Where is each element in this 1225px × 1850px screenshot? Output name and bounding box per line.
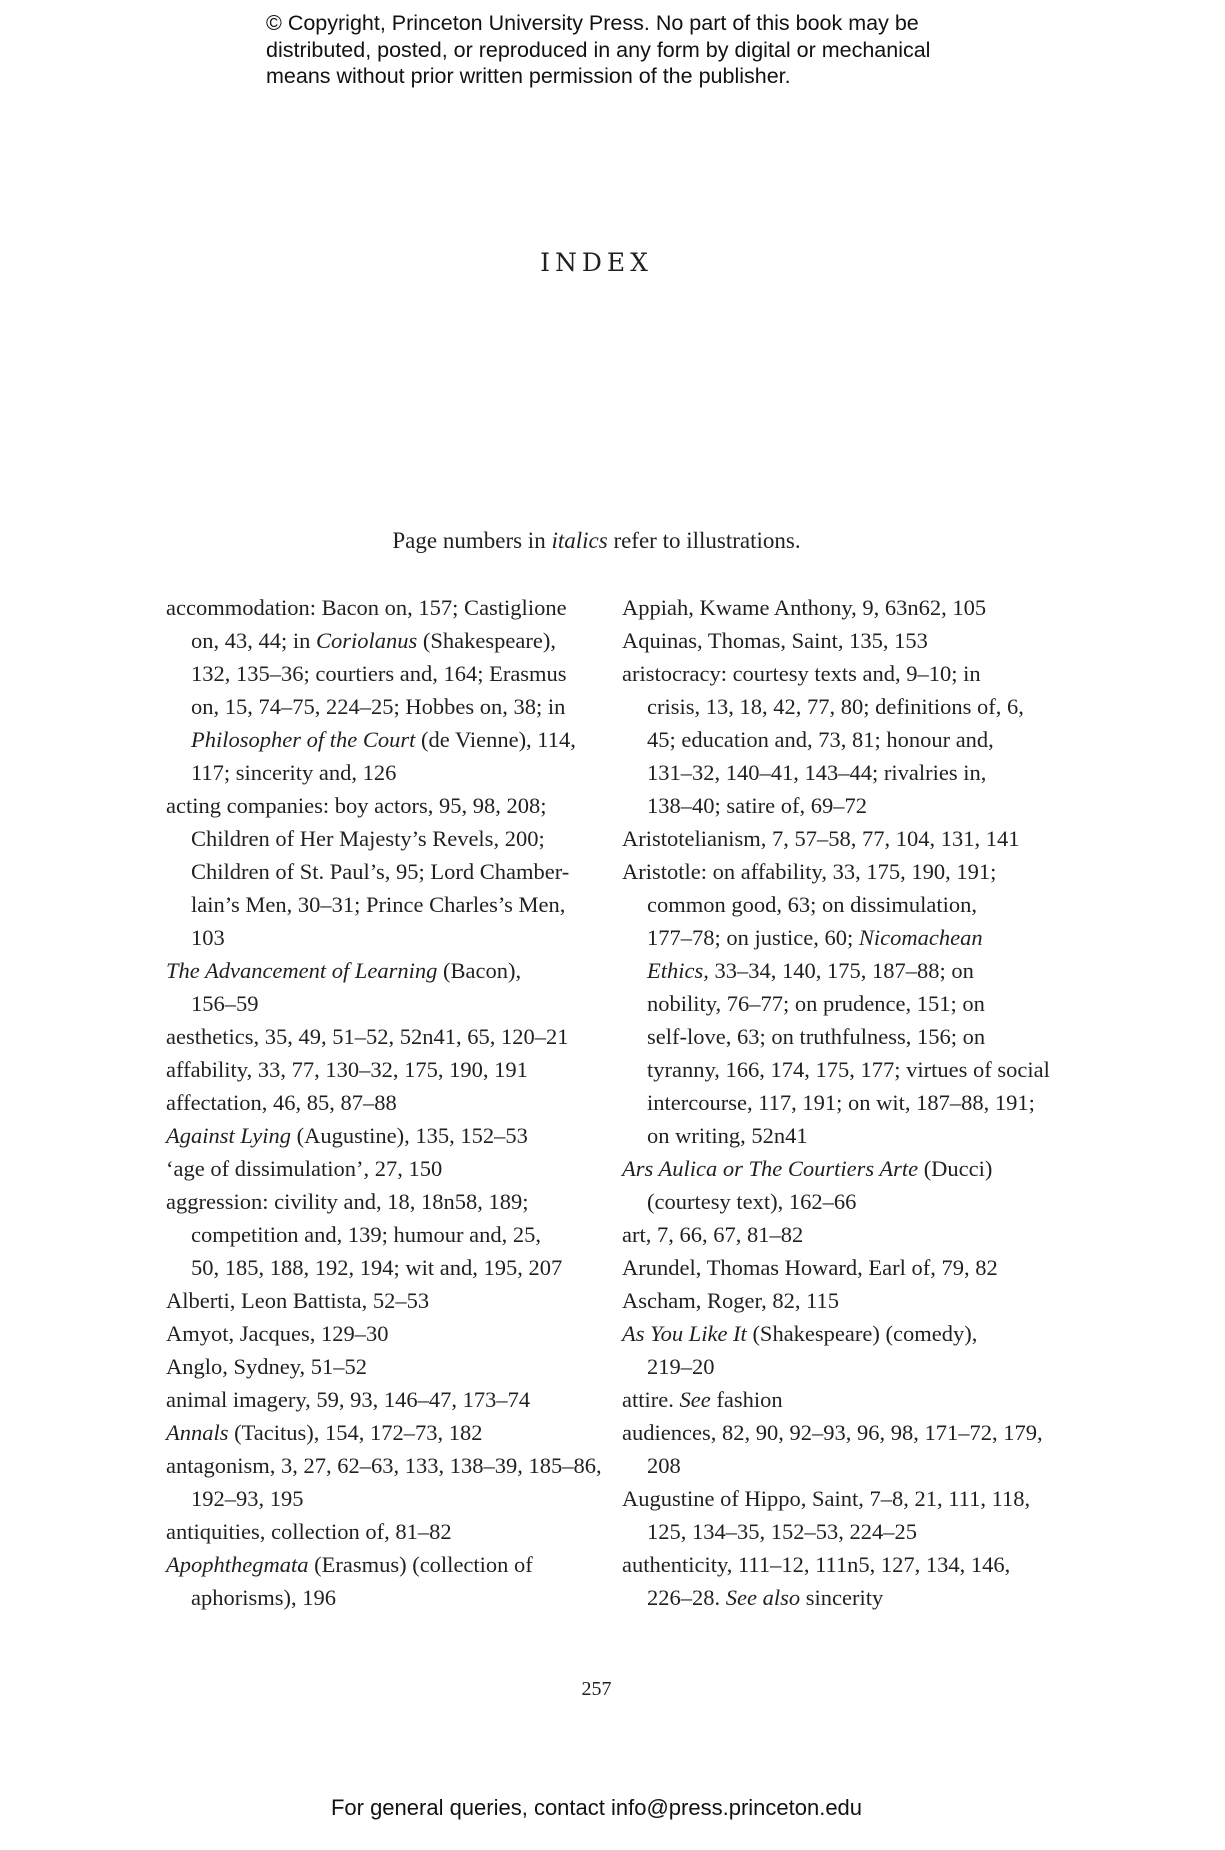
entry-text: (Augustine), 135, 152–53	[290, 1123, 528, 1148]
entry-text: (Bacon),	[437, 958, 522, 983]
entry-text: Anglo, Sydney, 51–52	[166, 1354, 368, 1379]
entry-text: animal imagery, 59, 93, 146–47, 173–74	[166, 1387, 531, 1412]
index-entry-line	[622, 1185, 1052, 1218]
index-entry-line	[622, 888, 1052, 921]
index-entry-line	[166, 657, 586, 690]
index-entry-affectation	[166, 1086, 586, 1119]
entry-text: (courtesy text), 162–66	[647, 1189, 857, 1214]
index-entry-line	[622, 921, 1052, 954]
entry-text: aggression: civility and, 18, 18n58, 189;	[166, 1189, 529, 1214]
index-entry-line	[622, 1119, 1052, 1152]
index-entry-line	[166, 591, 586, 624]
entry-text: Augustine of Hippo, Saint, 7–8, 21, 111, 118,	[622, 1486, 1031, 1511]
index-entry-annals	[166, 1416, 586, 1449]
italic-text: Against Lying	[166, 1123, 291, 1148]
entry-text: aristocracy: courtesy texts and, 9–10; in	[622, 661, 981, 686]
index-entry-line	[622, 1350, 1052, 1383]
index-entry-acting-companies	[166, 789, 586, 954]
entry-text: (Shakespeare),	[417, 628, 556, 653]
intro-note-text: Page numbers in	[392, 528, 552, 553]
italic-text: Apophthegmata	[166, 1552, 309, 1577]
italic-text: Ethics,	[647, 958, 709, 983]
index-entry-augustine	[622, 1482, 1052, 1548]
entry-text: 156–59	[191, 991, 259, 1016]
entry-text: 50, 185, 188, 192, 194; wit and, 195, 207	[191, 1255, 563, 1280]
index-entry-anglo	[166, 1350, 586, 1383]
italic-text: See also	[725, 1585, 801, 1610]
entry-text: fashion	[710, 1387, 783, 1412]
index-entry-line	[622, 1515, 1052, 1548]
index-entry-line	[622, 1416, 1052, 1449]
index-entry-line	[166, 1119, 586, 1152]
index-entry-line	[166, 1383, 586, 1416]
footer-contact: For general queries, contact info@press.princeton.edu	[330, 1795, 863, 1820]
entry-text: Ascham, Roger, 82, 115	[622, 1288, 839, 1313]
entry-text: Alberti, Leon Battista, 52–53	[166, 1288, 430, 1313]
index-entry-line	[622, 1284, 1052, 1317]
index-entry-line	[622, 657, 1052, 690]
entry-text: Aquinas, Thomas, Saint, 135, 153	[622, 628, 928, 653]
index-entry-against-lying	[166, 1119, 586, 1152]
italic-text: Philosopher of the Court	[191, 727, 416, 752]
entry-text: affectation, 46, 85, 87–88	[166, 1090, 397, 1115]
entry-text: 33–34, 140, 175, 187–88; on	[708, 958, 974, 983]
index-entry-alberti	[166, 1284, 586, 1317]
entry-text: on, 15, 74–75, 224–25; Hobbes on, 38; in	[191, 694, 566, 719]
index-entry-line	[166, 756, 586, 789]
index-entry-accommodation	[166, 591, 586, 789]
index-entry-aggression	[166, 1185, 586, 1284]
index-entry-appiah	[622, 591, 1052, 624]
index-entry-line	[166, 1449, 602, 1482]
index-entry-line	[166, 1284, 586, 1317]
entry-text: authenticity, 111–12, 111n5, 127, 134, 146,	[622, 1552, 1011, 1577]
entry-text: 131–32, 140–41, 143–44; rivalries in,	[647, 760, 987, 785]
index-entry-line	[166, 1218, 586, 1251]
index-entry-line	[166, 1020, 586, 1053]
index-entry-line	[166, 1251, 586, 1284]
italic-text: Nicomachean	[858, 925, 983, 950]
index-entry-line	[166, 1053, 586, 1086]
index-entry-affability	[166, 1053, 586, 1086]
index-entry-line	[622, 1053, 1052, 1086]
index-entry-authenticity	[622, 1548, 1052, 1614]
entry-text: attire.	[622, 1387, 680, 1412]
index-entry-line	[166, 987, 586, 1020]
index-entry-line	[166, 1317, 586, 1350]
entry-text: 226–28.	[647, 1585, 726, 1610]
index-intro-note	[0, 526, 1193, 556]
index-entry-line	[166, 1086, 586, 1119]
entry-text: intercourse, 117, 191; on wit, 187–88, 191;	[647, 1090, 1035, 1115]
intro-note-italic: italics	[551, 528, 608, 553]
italic-text: Ars Aulica or The Courtiers Arte	[622, 1156, 919, 1181]
index-entry-apophthegmata	[166, 1548, 586, 1614]
index-entry-line	[622, 1482, 1052, 1515]
index-entry-line	[622, 1086, 1052, 1119]
index-entry-line	[622, 954, 1052, 987]
index-entry-animal-imagery	[166, 1383, 586, 1416]
entry-text: 103	[191, 925, 225, 950]
entry-text: art, 7, 66, 67, 81–82	[622, 1222, 804, 1247]
index-entry-line	[622, 789, 1052, 822]
index-entry-art	[622, 1218, 1052, 1251]
entry-text: antagonism, 3, 27, 62–63, 133, 138–39, 185–86,	[166, 1453, 602, 1478]
index-entry-antiquities	[166, 1515, 586, 1548]
index-entry-age-of-dissimulation	[166, 1152, 586, 1185]
index-entry-line	[166, 723, 586, 756]
entry-text: acting companies: boy actors, 95, 98, 208;	[166, 793, 547, 818]
entry-text: (Shakespeare) (comedy),	[746, 1321, 978, 1346]
entry-text: audiences, 82, 90, 92–93, 96, 98, 171–72, 179,	[622, 1420, 1043, 1445]
index-entry-attire	[622, 1383, 1052, 1416]
index-entry-line	[622, 1449, 1052, 1482]
index-entry-antagonism	[166, 1449, 602, 1515]
entry-text: affability, 33, 77, 130–32, 175, 190, 191	[166, 1057, 528, 1082]
entry-text: crisis, 13, 18, 42, 77, 80; definitions of, 6,	[647, 694, 1024, 719]
index-entry-line	[166, 1416, 586, 1449]
index-entry-line	[622, 1152, 1052, 1185]
index-entry-line	[166, 954, 586, 987]
index-entry-aristotelianism	[622, 822, 1052, 855]
copyright-line: means without prior written permission of the publisher.	[266, 64, 791, 88]
index-entry-line	[166, 1581, 586, 1614]
page-title: INDEX	[540, 248, 653, 277]
entry-text: self-love, 63; on truthfulness, 156; on	[647, 1024, 986, 1049]
entry-text: 192–93, 195	[191, 1486, 304, 1511]
italic-text: The Advancement of Learning	[166, 958, 438, 983]
entry-text: on writing, 52n41	[647, 1123, 808, 1148]
index-entry-ascham	[622, 1284, 1052, 1317]
index-entry-aristocracy	[622, 657, 1052, 822]
index-entry-advancement-of-learning	[166, 954, 586, 1020]
entry-text: antiquities, collection of, 81–82	[166, 1519, 452, 1544]
index-entry-line	[622, 624, 1052, 657]
index-entry-aesthetics	[166, 1020, 586, 1053]
index-entry-line	[622, 1317, 1052, 1350]
copyright-notice	[266, 10, 986, 90]
entry-text: Arundel, Thomas Howard, Earl of, 79, 82	[622, 1255, 998, 1280]
index-entry-ars-aulica	[622, 1152, 1052, 1218]
index-entry-aristotle	[622, 855, 1052, 1152]
index-entry-line	[166, 1350, 586, 1383]
index-entry-line	[166, 690, 586, 723]
index-entry-line	[166, 1515, 586, 1548]
index-entry-line	[166, 1548, 586, 1581]
entry-text: common good, 63; on dissimulation,	[647, 892, 977, 917]
index-entry-line	[166, 1185, 586, 1218]
entry-text: accommodation: Bacon on, 157; Castiglione	[166, 595, 567, 620]
entry-text: 177–78; on justice, 60;	[647, 925, 859, 950]
italic-text: Coriolanus	[316, 628, 418, 653]
entry-text: sincerity	[800, 1585, 884, 1610]
index-entry-line	[166, 921, 586, 954]
entry-text: aesthetics, 35, 49, 51–52, 52n41, 65, 120–21	[166, 1024, 569, 1049]
index-entry-line	[622, 1383, 1052, 1416]
italic-text: Annals	[166, 1420, 229, 1445]
entry-text: (Ducci)	[918, 1156, 993, 1181]
index-entry-line	[622, 723, 1052, 756]
index-entry-line	[166, 822, 586, 855]
entry-text: Children of Her Majesty’s Revels, 200;	[191, 826, 545, 851]
index-entry-line	[166, 789, 586, 822]
index-entry-amyot	[166, 1317, 586, 1350]
italic-text: See	[679, 1387, 711, 1412]
index-entry-line	[622, 756, 1052, 789]
entry-text: nobility, 76–77; on prudence, 151; on	[647, 991, 985, 1016]
index-entry-line	[622, 1251, 1052, 1284]
entry-text: Amyot, Jacques, 129–30	[166, 1321, 389, 1346]
entry-text: competition and, 139; humour and, 25,	[191, 1222, 541, 1247]
entry-text: 219–20	[647, 1354, 715, 1379]
entry-text: 117; sincerity and, 126	[191, 760, 397, 785]
index-column-left	[166, 591, 602, 1614]
intro-note-text: refer to illustrations.	[607, 528, 801, 553]
copyright-line: distributed, posted, or reproduced in any form by digital or mechanical	[266, 37, 931, 62]
index-entry-line	[622, 1020, 1052, 1053]
entry-text: 208	[647, 1453, 681, 1478]
index-entry-line	[166, 888, 586, 921]
index-entry-line	[166, 624, 586, 657]
entry-text: (Tacitus), 154, 172–73, 182	[228, 1420, 483, 1445]
entry-text: (de Vienne), 114,	[415, 727, 576, 752]
index-entry-line	[166, 1152, 586, 1185]
entry-text: on, 43, 44; in	[191, 628, 317, 653]
index-entry-line	[622, 1218, 1052, 1251]
entry-text: (Erasmus) (collection of	[308, 1552, 533, 1577]
index-entry-aquinas	[622, 624, 1052, 657]
index-entry-line	[622, 591, 1052, 624]
entry-text: Children of St. Paul’s, 95; Lord Chamber-	[191, 859, 570, 884]
entry-text: 45; education and, 73, 81; honour and,	[647, 727, 994, 752]
index-column-right	[622, 591, 1052, 1614]
index-entry-line	[622, 1581, 1052, 1614]
index-entry-line	[166, 855, 586, 888]
index-entry-line	[622, 987, 1052, 1020]
entry-text: ‘age of dissimulation’, 27, 150	[166, 1156, 443, 1181]
copyright-line: © Copyright, Princeton University Press. No part of this book may be	[266, 11, 919, 35]
index-entry-arundel	[622, 1251, 1052, 1284]
index-entry-line	[166, 1482, 586, 1515]
entry-text: Aristotle: on affability, 33, 175, 190, 191;	[622, 859, 997, 884]
entry-text: 132, 135–36; courtiers and, 164; Erasmus	[191, 661, 567, 686]
index-entry-line	[622, 690, 1052, 723]
index-entry-audiences	[622, 1416, 1052, 1482]
entry-text: Aristotelianism, 7, 57–58, 77, 104, 131, 141	[622, 826, 1020, 851]
entry-text: Appiah, Kwame Anthony, 9, 63n62, 105	[622, 595, 987, 620]
entry-text: tyranny, 166, 174, 175, 177; virtues of social	[647, 1057, 1050, 1082]
index-entry-line	[622, 1548, 1052, 1581]
index-entry-line	[622, 855, 1052, 888]
index-entry-as-you-like-it	[622, 1317, 1052, 1383]
italic-text: As You Like It	[622, 1321, 747, 1346]
entry-text: lain’s Men, 30–31; Prince Charles’s Men,	[191, 892, 566, 917]
page-number: 257	[581, 1678, 612, 1700]
index-entry-line	[622, 822, 1052, 855]
entry-text: aphorisms), 196	[191, 1585, 336, 1610]
entry-text: 125, 134–35, 152–53, 224–25	[647, 1519, 917, 1544]
entry-text: 138–40; satire of, 69–72	[647, 793, 867, 818]
